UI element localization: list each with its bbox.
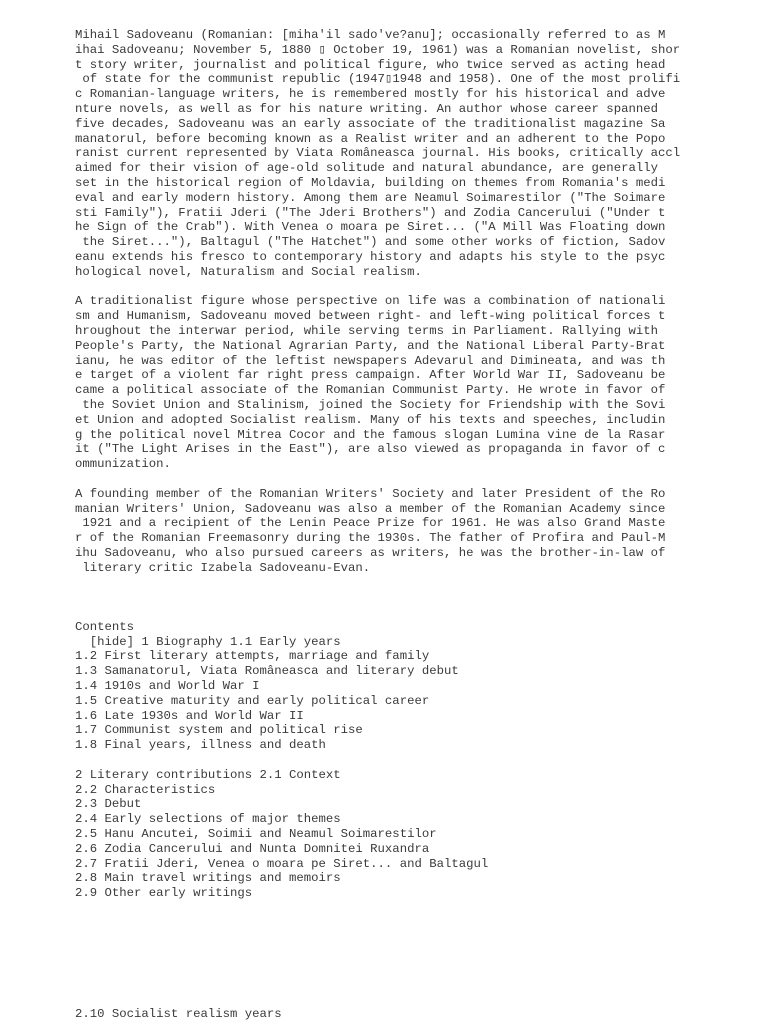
- text-line: manian Writers' Union, Sadoveanu was also a member of the Romanian Academy since: [75, 501, 666, 516]
- text-line: ommunization.: [75, 457, 171, 472]
- text-line: it ("The Light Arises in the East"), are also viewed as propaganda in favor of c: [75, 442, 666, 457]
- paragraph-membership: [75, 487, 755, 576]
- text-line: the Siret..."), Baltagul ("The Hatchet") and some other works of fiction, Sadov: [75, 235, 666, 250]
- text-line: c Romanian-language writers, he is remembered mostly for his historical and adve: [75, 87, 666, 102]
- text-line: r of the Romanian Freemasonry during the 1930s. The father of Profira and Paul-M: [75, 531, 666, 546]
- text-line: ranist current represented by Viata Româneasca journal. His books, critically accl: [75, 146, 681, 161]
- text-line: A founding member of the Romanian Writers' Society and later President of the Ro: [75, 486, 666, 501]
- text-line: he Sign of the Crab"). With Venea o moara pe Siret... ("A Mill Was Floating down: [75, 220, 666, 235]
- text-line: et Union and adopted Socialist realism. Many of his texts and speeches, includin: [75, 412, 666, 427]
- toc-link[interactable]: 2.5 Hanu Ancutei, Soimii and Neamul Soimarestilor: [75, 827, 437, 842]
- paragraph-politics: [75, 294, 755, 472]
- text-line: e target of a violent far right press campaign. After World War II, Sadoveanu be: [75, 368, 666, 383]
- table-of-contents: [75, 620, 755, 901]
- text-line: set in the historical region of Moldavia, building on themes from Romania's medi: [75, 175, 666, 190]
- toc-link[interactable]: 1.4 1910s and World War I: [75, 679, 260, 694]
- text-line: g the political novel Mitrea Cocor and the famous slogan Lumina vine de la Rasar: [75, 427, 666, 442]
- toc-link[interactable]: 2.8 Main travel writings and memoirs: [75, 871, 341, 886]
- text-line: manatorul, before becoming known as a Realist writer and an adherent to the Popo: [75, 131, 666, 146]
- toc-link[interactable]: 2.10 Socialist realism years: [75, 1007, 282, 1021]
- toc-hide-toggle-line[interactable]: [hide] 1 Biography 1.1 Early years: [75, 634, 341, 649]
- text-line: sm and Humanism, Sadoveanu moved between right- and left-wing political forces t: [75, 309, 666, 324]
- text-line: eanu extends his fresco to contemporary history and adapts his style to the psyc: [75, 249, 666, 264]
- toc-link[interactable]: 1.2 First literary attempts, marriage and family: [75, 649, 430, 664]
- contents-heading: Contents: [75, 619, 135, 634]
- text-line: sti Family"), Fratii Jderi ("The Jderi Brothers") and Zodia Cancerului ("Under t: [75, 205, 666, 220]
- text-line: nture novels, as well as for his nature writing. An author whose career spanned: [75, 101, 658, 116]
- text-line: of state for the communist republic (1947▯1948 and 1958). One of the most prolifi: [75, 72, 681, 87]
- text-line: came a political associate of the Romanian Communist Party. He wrote in favor of: [75, 383, 666, 398]
- toc-link[interactable]: 2.3 Debut: [75, 797, 142, 812]
- text-line: aimed for their vision of age-old solitude and natural abundance, are generally: [75, 161, 658, 176]
- toc-link[interactable]: 2.7 Fratii Jderi, Venea o moara pe Siret... and Baltagul: [75, 856, 489, 871]
- toc-link[interactable]: 1.3 Samanatorul, Viata Româneasca and literary debut: [75, 664, 459, 679]
- paragraph-intro: [75, 28, 755, 280]
- toc-link[interactable]: 2 Literary contributions 2.1 Context: [75, 767, 341, 782]
- text-line: People's Party, the National Agrarian Party, and the National Liberal Party-Brat: [75, 338, 666, 353]
- text-line: hological novel, Naturalism and Social realism.: [75, 264, 422, 279]
- text-line: five decades, Sadoveanu was an early associate of the traditionalist magazine Sa: [75, 116, 666, 131]
- text-line: literary critic Izabela Sadoveanu-Evan.: [75, 560, 371, 575]
- toc-link[interactable]: 2.2 Characteristics: [75, 782, 216, 797]
- toc-link[interactable]: 2.6 Zodia Cancerului and Nunta Domnitei Ruxandra: [75, 841, 430, 856]
- text-line: A traditionalist figure whose perspective on life was a combination of nationali: [75, 294, 666, 309]
- text-line: Mihail Sadoveanu (Romanian: [miha'il sado've?anu]; occasionally referred to as M: [75, 28, 666, 42]
- text-line: 1921 and a recipient of the Lenin Peace Prize for 1961. He was also Grand Maste: [75, 516, 666, 531]
- toc-link[interactable]: 1.8 Final years, illness and death: [75, 738, 326, 753]
- toc-link[interactable]: 2.9 Other early writings: [75, 886, 253, 901]
- text-line: ianu, he was editor of the leftist newspapers Adevarul and Dimineata, and was th: [75, 353, 666, 368]
- toc-link[interactable]: 1.6 Late 1930s and World War II: [75, 708, 304, 723]
- toc-link[interactable]: 1.5 Creative maturity and early political career: [75, 693, 430, 708]
- text-line: eval and early modern history. Among them are Neamul Soimarestilor ("The Soimare: [75, 190, 666, 205]
- text-line: hroughout the interwar period, while serving terms in Parliament. Rallying with: [75, 323, 658, 338]
- text-line: t story writer, journalist and political figure, who twice served as acting head: [75, 57, 666, 72]
- text-line: ihu Sadoveanu, who also pursued careers as writers, he was the brother-in-law of: [75, 545, 666, 560]
- text-line: the Soviet Union and Stalinism, joined the Society for Friendship with the Sovi: [75, 397, 666, 412]
- toc-link[interactable]: 1.7 Communist system and political rise: [75, 723, 363, 738]
- toc-link[interactable]: 2.4 Early selections of major themes: [75, 812, 341, 827]
- text-line: ihai Sadoveanu; November 5, 1880 ▯ October 19, 1961) was a Romanian novelist, shor: [75, 42, 681, 57]
- document-page: [75, 28, 755, 901]
